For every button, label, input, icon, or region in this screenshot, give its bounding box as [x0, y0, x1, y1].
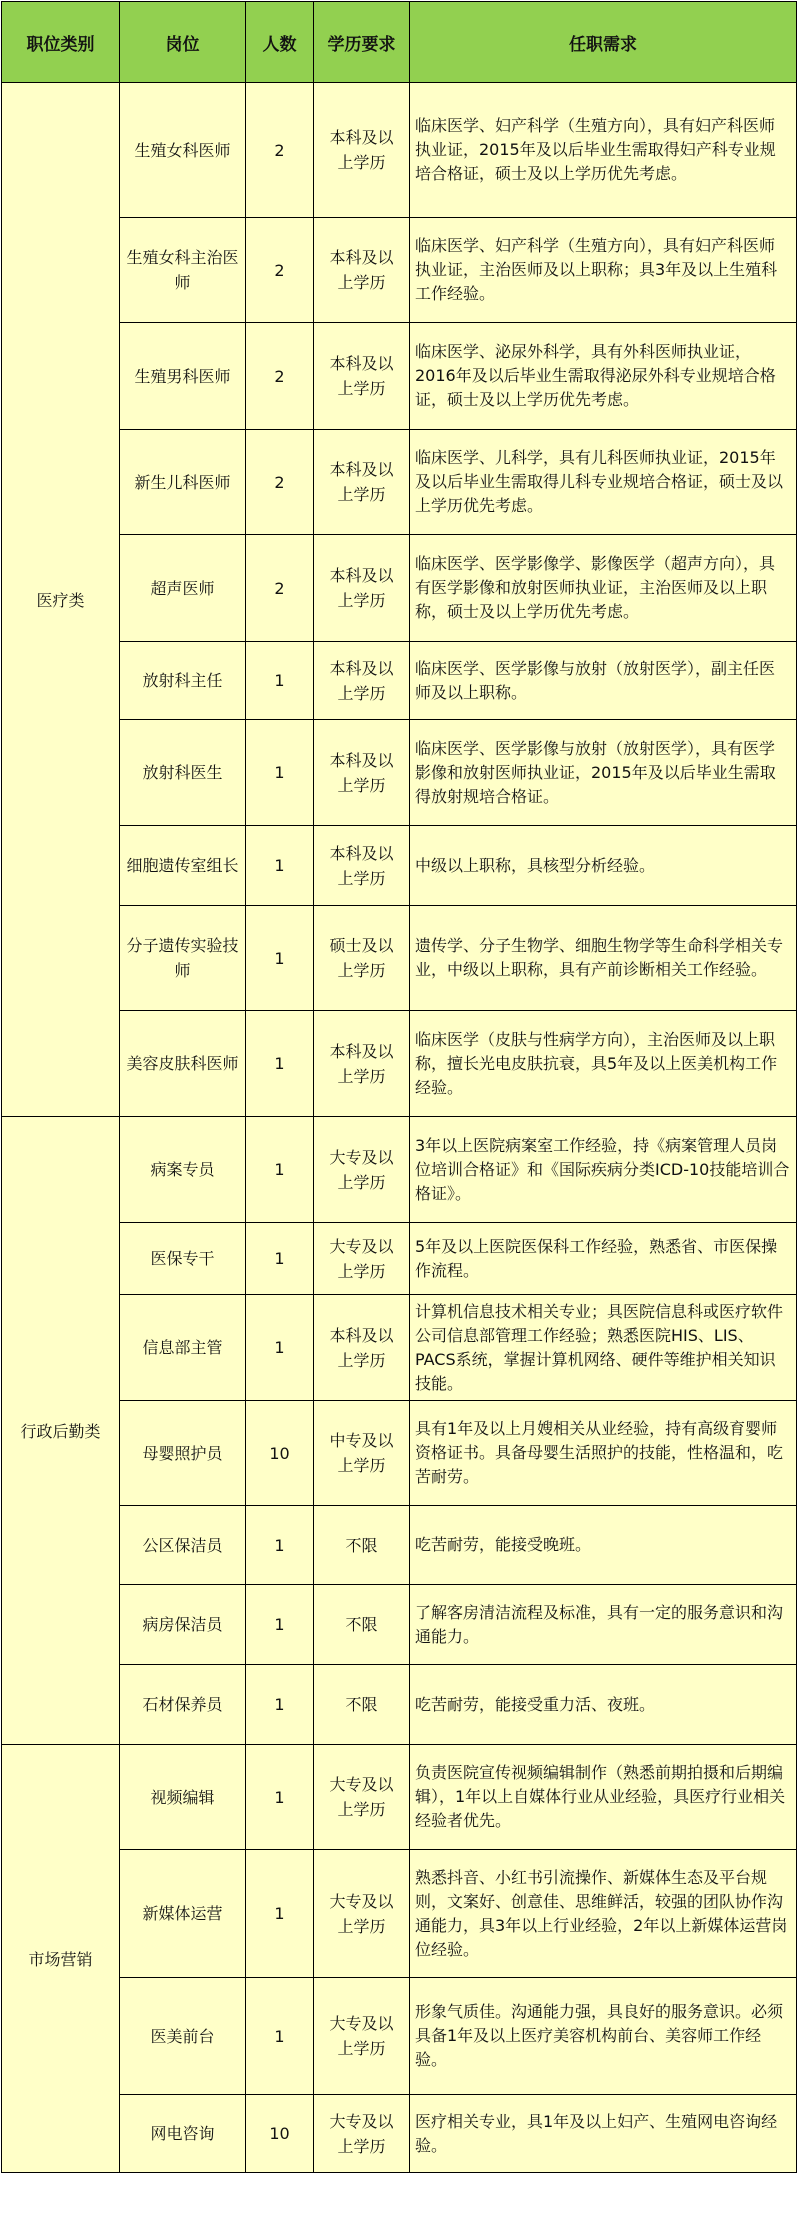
requirement-cell: 遗传学、分子生物学、细胞生物学等生命科学相关专业，中级以上职称，具有产前诊断相关工作经验。	[410, 906, 797, 1011]
header-requirement: 任职需求	[410, 2, 797, 83]
education-cell: 不限	[314, 1585, 410, 1665]
requirement-cell: 临床医学、儿科学，具有儿科医师执业证，2015年及以后毕业生需取得儿科专业规培合格证，硕士及以上学历优先考虑。	[410, 430, 797, 535]
position-cell: 新生儿科医师	[120, 430, 246, 535]
education-cell: 本科及以上学历	[314, 1011, 410, 1117]
education-cell: 本科及以上学历	[314, 323, 410, 430]
count-cell: 2	[246, 430, 314, 535]
table-row	[2, 1117, 797, 1223]
count-cell: 2	[246, 83, 314, 218]
count-cell: 10	[246, 2095, 314, 2173]
education-cell: 本科及以上学历	[314, 218, 410, 323]
education-cell: 不限	[314, 1665, 410, 1745]
education-cell: 大专及以上学历	[314, 1850, 410, 1978]
table-row	[2, 1223, 797, 1295]
header-category: 职位类别	[2, 2, 120, 83]
count-cell: 1	[246, 1223, 314, 1295]
position-cell: 生殖女科主治医师	[120, 218, 246, 323]
table-row	[2, 83, 797, 218]
education-cell: 本科及以上学历	[314, 826, 410, 906]
education-cell: 大专及以上学历	[314, 1117, 410, 1223]
requirement-cell: 临床医学、泌尿外科学，具有外科医师执业证，2016年及以后毕业生需取得泌尿外科专业规培合格证，硕士及以上学历优先考虑。	[410, 323, 797, 430]
education-cell: 本科及以上学历	[314, 430, 410, 535]
requirement-cell: 熟悉抖音、小红书引流操作、新媒体生态及平台规则，文案好、创意佳、思维鲜活，较强的团队协作沟通能力，具3年以上行业经验，2年以上新媒体运营岗位经验。	[410, 1850, 797, 1978]
count-cell: 1	[246, 826, 314, 906]
position-cell: 石材保养员	[120, 1665, 246, 1745]
category-cell: 医疗类	[2, 83, 120, 1117]
table-row	[2, 323, 797, 430]
position-cell: 信息部主管	[120, 1295, 246, 1401]
requirement-cell: 了解客房清洁流程及标准，具有一定的服务意识和沟通能力。	[410, 1585, 797, 1665]
requirement-cell: 中级以上职称，具核型分析经验。	[410, 826, 797, 906]
count-cell: 1	[246, 1665, 314, 1745]
count-cell: 1	[246, 1850, 314, 1978]
header-education: 学历要求	[314, 2, 410, 83]
requirement-cell: 吃苦耐劳，能接受晚班。	[410, 1506, 797, 1585]
requirement-cell: 5年及以上医院医保科工作经验，熟悉省、市医保操作流程。	[410, 1223, 797, 1295]
requirement-cell: 计算机信息技术相关专业；具医院信息科或医疗软件公司信息部管理工作经验；熟悉医院HIS、LIS、PACS系统，掌握计算机网络、硬件等维护相关知识技能。	[410, 1295, 797, 1401]
education-cell: 本科及以上学历	[314, 642, 410, 720]
table-row	[2, 1850, 797, 1978]
requirement-cell: 具有1年及以上月嫂相关从业经验，持有高级育婴师资格证书。具备母婴生活照护的技能，性格温和，吃苦耐劳。	[410, 1401, 797, 1506]
header-row	[2, 2, 797, 83]
count-cell: 2	[246, 535, 314, 642]
requirement-cell: 3年以上医院病案室工作经验，持《病案管理人员岗位培训合格证》和《国际疾病分类ICD-10技能培训合格证》。	[410, 1117, 797, 1223]
count-cell: 1	[246, 1011, 314, 1117]
requirement-cell: 形象气质佳。沟通能力强，具良好的服务意识。必须具备1年及以上医疗美容机构前台、美容师工作经验。	[410, 1978, 797, 2095]
table-row	[2, 430, 797, 535]
table-row	[2, 1745, 797, 1850]
position-cell: 病案专员	[120, 1117, 246, 1223]
table-row	[2, 1665, 797, 1745]
position-cell: 网电咨询	[120, 2095, 246, 2173]
recruitment-table	[1, 1, 797, 2173]
position-cell: 放射科主任	[120, 642, 246, 720]
count-cell: 1	[246, 1117, 314, 1223]
requirement-cell: 临床医学、妇产科学（生殖方向），具有妇产科医师执业证，2015年及以后毕业生需取得妇产科专业规培合格证，硕士及以上学历优先考虑。	[410, 83, 797, 218]
education-cell: 中专及以上学历	[314, 1401, 410, 1506]
count-cell: 2	[246, 218, 314, 323]
table-row	[2, 1585, 797, 1665]
position-cell: 超声医师	[120, 535, 246, 642]
education-cell: 不限	[314, 1506, 410, 1585]
requirement-cell: 吃苦耐劳，能接受重力活、夜班。	[410, 1665, 797, 1745]
education-cell: 大专及以上学历	[314, 1223, 410, 1295]
table-row	[2, 1978, 797, 2095]
count-cell: 1	[246, 642, 314, 720]
table-row	[2, 1011, 797, 1117]
table-row	[2, 2095, 797, 2173]
position-cell: 公区保洁员	[120, 1506, 246, 1585]
header-position: 岗位	[120, 2, 246, 83]
position-cell: 医保专干	[120, 1223, 246, 1295]
count-cell: 1	[246, 720, 314, 826]
category-cell: 市场营销	[2, 1745, 120, 2173]
requirement-cell: 临床医学、妇产科学（生殖方向），具有妇产科医师执业证，主治医师及以上职称；具3年及以上生殖科工作经验。	[410, 218, 797, 323]
count-cell: 1	[246, 1585, 314, 1665]
count-cell: 1	[246, 1506, 314, 1585]
education-cell: 大专及以上学历	[314, 1978, 410, 2095]
count-cell: 2	[246, 323, 314, 430]
requirement-cell: 临床医学、医学影像与放射（放射医学），副主任医师及以上职称。	[410, 642, 797, 720]
count-cell: 1	[246, 1295, 314, 1401]
header-count: 人数	[246, 2, 314, 83]
education-cell: 本科及以上学历	[314, 1295, 410, 1401]
table-row	[2, 826, 797, 906]
table-row	[2, 906, 797, 1011]
education-cell: 本科及以上学历	[314, 83, 410, 218]
education-cell: 本科及以上学历	[314, 720, 410, 826]
position-cell: 新媒体运营	[120, 1850, 246, 1978]
table-row	[2, 1295, 797, 1401]
table-row	[2, 218, 797, 323]
position-cell: 放射科医生	[120, 720, 246, 826]
position-cell: 视频编辑	[120, 1745, 246, 1850]
requirement-cell: 临床医学、医学影像与放射（放射医学），具有医学影像和放射医师执业证，2015年及以后毕业生需取得放射规培合格证。	[410, 720, 797, 826]
count-cell: 1	[246, 1745, 314, 1850]
education-cell: 大专及以上学历	[314, 2095, 410, 2173]
table-row	[2, 642, 797, 720]
position-cell: 病房保洁员	[120, 1585, 246, 1665]
requirement-cell: 医疗相关专业，具1年及以上妇产、生殖网电咨询经验。	[410, 2095, 797, 2173]
table-row	[2, 720, 797, 826]
education-cell: 本科及以上学历	[314, 535, 410, 642]
position-cell: 分子遗传实验技师	[120, 906, 246, 1011]
requirement-cell: 临床医学（皮肤与性病学方向），主治医师及以上职称，擅长光电皮肤抗衰，具5年及以上医美机构工作经验。	[410, 1011, 797, 1117]
requirement-cell: 临床医学、医学影像学、影像医学（超声方向），具有医学影像和放射医师执业证，主治医师及以上职称，硕士及以上学历优先考虑。	[410, 535, 797, 642]
table-row	[2, 535, 797, 642]
table-row	[2, 1506, 797, 1585]
position-cell: 医美前台	[120, 1978, 246, 2095]
count-cell: 1	[246, 1978, 314, 2095]
category-cell: 行政后勤类	[2, 1117, 120, 1745]
position-cell: 生殖男科医师	[120, 323, 246, 430]
table-body	[2, 83, 797, 2173]
count-cell: 1	[246, 906, 314, 1011]
education-cell: 硕士及以上学历	[314, 906, 410, 1011]
count-cell: 10	[246, 1401, 314, 1506]
table-row	[2, 1401, 797, 1506]
requirement-cell: 负责医院宣传视频编辑制作（熟悉前期拍摄和后期编辑），1年以上自媒体行业从业经验，具医疗行业相关经验者优先。	[410, 1745, 797, 1850]
position-cell: 生殖女科医师	[120, 83, 246, 218]
education-cell: 大专及以上学历	[314, 1745, 410, 1850]
position-cell: 细胞遗传室组长	[120, 826, 246, 906]
position-cell: 母婴照护员	[120, 1401, 246, 1506]
position-cell: 美容皮肤科医师	[120, 1011, 246, 1117]
